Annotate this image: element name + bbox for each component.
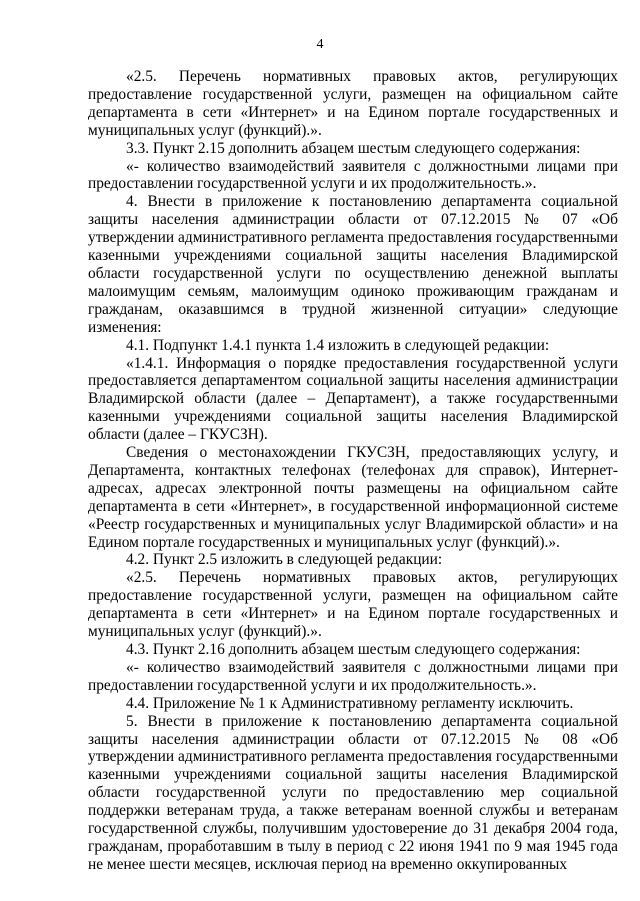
paragraph-5: 5. Внести в приложение к постановлению департамента социальной защиты населения администрации области от 07.12.2015 № 08 «Об утверждении административного регламента предоставления государственными казенными учреждениями социальной защиты населения Владимирской области государственной услуги по предоставлению мер социальной поддержки ветеранам труда, а также ветеранам военной службы и ветеранам государственной службы, получившим удостоверение до 31 декабря 2004 года, гражданам, проработавшим в тылу в период с 22 июня 1941 по 9 мая 1945 года не менее шести месяцев, исключая период на временно оккупированных bbox=[88, 712, 618, 873]
paragraph-4-3: 4.3. Пункт 2.16 дополнить абзацем шестым следующего содержания: bbox=[126, 641, 581, 658]
paragraph-4: 4. Внести в приложение к постановлению департамента социальной защиты населения администрации области от 07.12.2015 № 07 «Об утверждении административного регламента предоставления государственными казенными учреждениями социальной защиты населения Владимирской области государственной услуги по осуществлению денежной выплаты малоимущим семьям, малоимущим одиноко проживающим гражданам и гражданам, оказавшимся в трудной жизненной ситуации» следующие изменения: bbox=[88, 193, 618, 336]
paragraph-4-3-text: «- количество взаимодействий заявителя с должностными лицами при предоставлении государственной услуги и их продолжительность.». bbox=[88, 658, 618, 694]
document-body bbox=[88, 68, 618, 874]
paragraph-3-3: 3.3. Пункт 2.15 дополнить абзацем шестым следующего содержания: bbox=[126, 139, 581, 157]
paragraph-4-4: 4.4. Приложение № 1 к Административному регламенту исключить. bbox=[126, 694, 574, 712]
paragraph-2-5-text: «2.5. Перечень нормативных правовых актов, регулирующих предоставление государственной услуги, размещен на официальном сайте департамента в сети «Интернет» и на Едином портале государственных и муниципальных услуг (функций).». bbox=[88, 68, 618, 139]
paragraph-location-info: Сведения о местонахождении ГКУСЗН, предоставляющих услугу, и Департамента, контактных телефонах (телефонах для справок), Интернет-адресах, адресах электронной почты размещены на официальном сайте департамента в сети «Интернет», в государственной информационной системе «Реестр государственных и муниципальных услуг Владимирской области» и на Едином портале государственных и муниципальных услуг (функций).». bbox=[88, 444, 618, 551]
paragraph-3-3-text: «- количество взаимодействий заявителя с должностными лицами при предоставлении государственной услуги и их продолжительность.». bbox=[88, 157, 618, 193]
paragraph-4-2: 4.2. Пункт 2.5 изложить в следующей редакции: bbox=[126, 551, 443, 569]
paragraph-1-4-1-text: «1.4.1. Информация о порядке предоставления государственной услуги предоставляется департаментом социальной защиты населения администрации Владимирской области (далее – Департамент), а также государственными казенными учреждениями социальной защиты населения Владимирской области (далее – ГКУСЗН). bbox=[88, 354, 618, 444]
paragraph-4-2-text: «2.5. Перечень нормативных правовых актов, регулирующих предоставление государственной услуги, размещен на официальном сайте департамента в сети «Интернет» и на Едином портале государственных и муниципальных услуг (функций).». bbox=[88, 569, 618, 641]
paragraph-4-1: 4.1. Подпункт 1.4.1 пункта 1.4 изложить в следующей редакции: bbox=[126, 336, 550, 354]
page-number: 4 bbox=[316, 37, 324, 52]
